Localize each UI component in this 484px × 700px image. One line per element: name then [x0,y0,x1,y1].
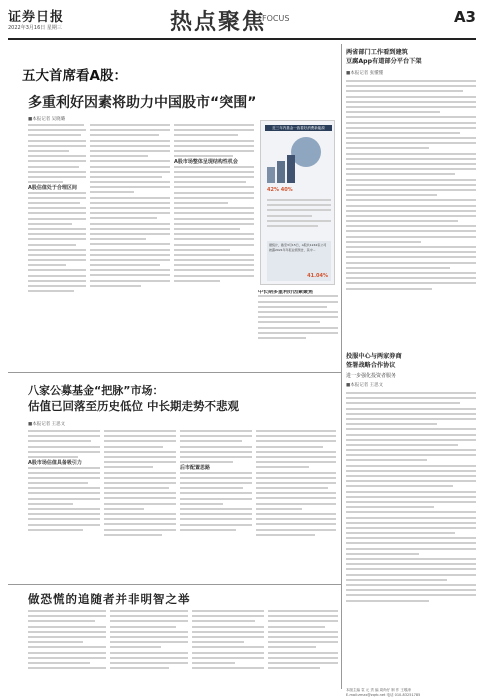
issue-date: 2022年3月16日 星期三 [8,25,62,31]
masthead-rule [8,38,476,40]
lead-col-1 [28,124,86,364]
newspaper-logo: 证券日报 [8,10,65,25]
masthead [8,2,476,38]
bar-icon [267,167,275,183]
section-divider [8,372,341,373]
lead-subhead-3: 中长期多重利好因素聚焦 [258,290,314,295]
lead-subhead-1: A股估值处于合理区间 [28,185,77,192]
right-mid-headline-b[interactable]: 签署战略合作协议 [346,362,396,369]
lead-subhead-2: A股市场整体呈现结构性机会 [174,159,238,166]
right-mid-subtitle: 进一步强化投资者服务 [346,373,397,379]
fund-headline-a[interactable]: 八家公募基金“把脉”市场： [28,384,164,397]
right-mid-byline: ■本报记者 王思文 [346,383,384,388]
infographic-text [267,199,331,239]
infographic-caption: 近三年内基金一致看好消费新能源 [265,125,332,131]
right-top-story [346,48,476,338]
column-divider [341,44,342,689]
fund-col-3 [180,430,252,580]
infographic-box [267,241,331,281]
bar-icon [277,161,285,183]
comment-col-3 [192,610,264,690]
right-top-headline-b[interactable]: 豆腐App有道部分平台下架 [346,58,422,65]
fund-col-4 [256,430,336,580]
bar-icon [287,155,295,183]
comment-col-2 [110,610,188,690]
lead-infographic [260,120,335,285]
right-mid-story [346,352,476,642]
comment-col-4 [268,610,338,690]
comment-col-1 [28,610,106,690]
page-footer [346,688,476,698]
lead-headline-a[interactable]: 五大首席看A股： [22,68,127,84]
infographic-note: 据统计，截至3月15日，A股共1242家公司披露2021年年报业绩预告，其中... [269,243,327,252]
right-top-byline: ■本报记者 张懂懂 [346,71,384,76]
footer-credit: 本版主编 袁 元 责 编 周尚仔 制 作 王敬涛 [346,688,411,692]
fund-headline-b[interactable]: 估值已回落至历史低位 中长期走势不悲观 [28,399,240,413]
fund-byline: ■本报记者 王思文 [28,422,66,427]
fund-subhead-1: A股市场估值具备吸引力 [28,460,82,467]
right-mid-headline-a[interactable]: 投服中心与两家券商 [346,353,402,360]
fund-col-1 [28,430,100,580]
lead-byline: ■本报记者 吴晓璐 [28,117,66,122]
section-english: FOCUS [262,14,290,23]
right-mid-body [346,392,476,642]
coin-icon [291,137,321,167]
fund-subhead-2: 后市配置思路 [180,465,211,472]
lead-col-2 [90,124,170,364]
fund-col-2 [104,430,176,580]
right-top-headline-a[interactable]: 两省部门工作看到建筑 [346,49,408,56]
section-title: 热点聚焦 [170,9,267,35]
lead-headline-b[interactable]: 多重利好因素将助力中国股市“突围” [28,95,257,111]
infographic-pct: 41.04% [307,273,328,279]
infographic-stats: 42% 40% [267,187,293,193]
section-divider [8,584,341,585]
comment-headline[interactable]: 做恐慌的追随者并非明智之举 [28,592,191,606]
lead-col-4 [258,290,338,366]
lead-col-3 [174,124,254,364]
right-top-body [346,80,476,338]
footer-contact: E-mail:zmzx@zqrb.net 电话 010-83251785 [346,693,421,697]
page-number: A3 [453,8,476,26]
